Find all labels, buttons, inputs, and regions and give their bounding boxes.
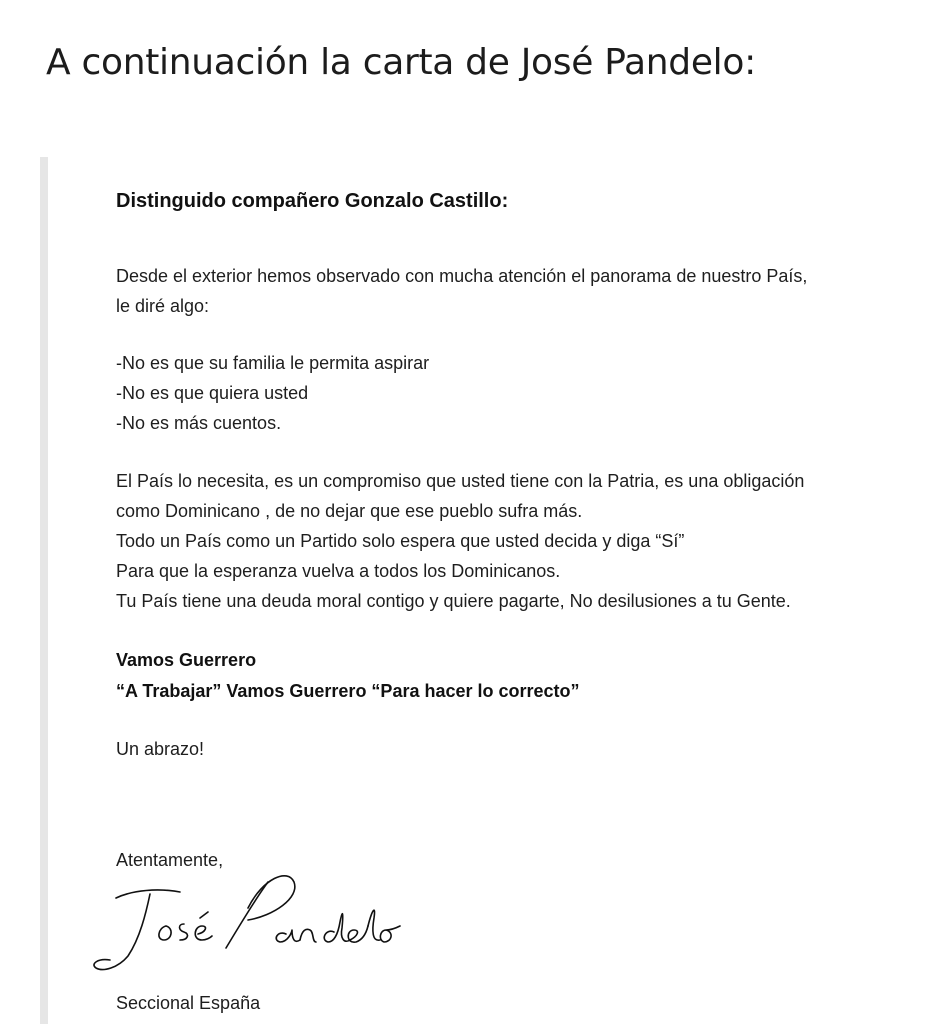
letter-motto-line: “A Trabajar” Vamos Guerrero “Para hacer lo correcto” [116,681,580,701]
letter-section: Seccional España [116,993,261,1013]
letter-list-item: -No es que su familia le permita aspirar [116,353,430,373]
letter-closing: Atentamente, [116,850,224,870]
letter-body-line: Tu País tiene una deuda moral contigo y quiere pagarte, No desilusiones a tu Gente. [116,591,791,611]
letter-intro-line: le diré algo: [116,296,210,316]
letter-body-line: como Dominicano , de no dejar que ese pueblo sufra más. [116,501,583,521]
letter-list-item: -No es más cuentos. [116,413,282,433]
letter-greeting: Distinguido compañero Gonzalo Castillo: [116,190,509,212]
letter-motto-line: Vamos Guerrero [116,650,257,670]
letter-body-line: El País lo necesita, es un compromiso que usted tiene con la Patria, es una obligación [116,471,805,491]
letter-intro-line: Desde el exterior hemos observado con mucha atención el panorama de nuestro País, [116,266,808,286]
letter-hug: Un abrazo! [116,739,205,759]
letter-body-line: Para que la esperanza vuelva a todos los Dominicanos. [116,561,561,581]
letter-list-item: -No es que quiera usted [116,383,309,403]
page-heading: A continuación la carta de José Pandelo: [46,42,756,83]
letter-body-line: Todo un País como un Partido solo espera que usted decida y diga “Sí” [116,531,685,551]
handwritten-signature [88,868,408,983]
